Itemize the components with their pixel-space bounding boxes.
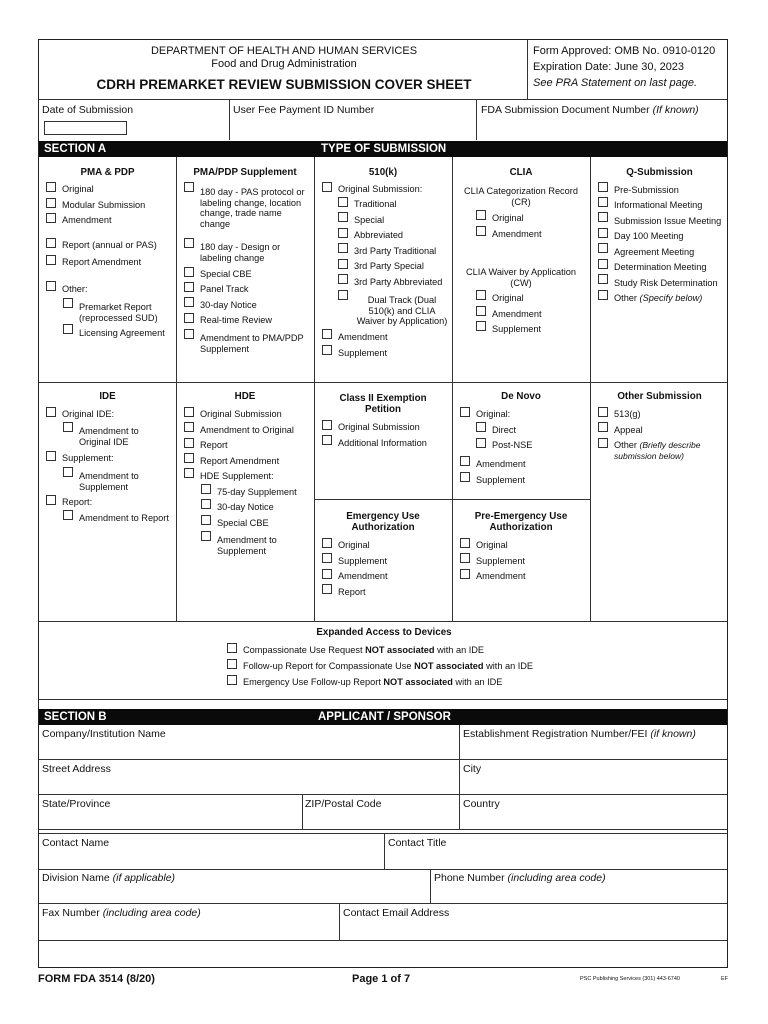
denovo-original-label: Original:	[476, 409, 511, 419]
agency-name: Food and Drug Administration	[211, 58, 357, 70]
510k-amendment-checkbox[interactable]	[322, 329, 332, 339]
sup-amendment-checkbox[interactable]	[184, 329, 194, 339]
q-agreement-label: Agreement Meeting	[614, 247, 695, 257]
eua-report-checkbox[interactable]	[322, 584, 332, 594]
hde-report-amendment-label: Report Amendment	[200, 456, 280, 466]
clia-cr-heading: CLIA Categorization Record (CR)	[464, 186, 578, 207]
pma-amendment-checkbox[interactable]	[46, 213, 56, 223]
ef-mark: EF	[721, 976, 729, 982]
pma-original-checkbox[interactable]	[46, 182, 56, 192]
sup-panel-track-checkbox[interactable]	[184, 282, 194, 292]
ide-amend-original-label: Amendment to Original IDE	[79, 426, 139, 447]
510k-original-label: Original Submission:	[338, 184, 423, 194]
sup-amendment-label: Amendment to PMA/PDP Supplement	[200, 333, 304, 354]
country-label: Country	[463, 798, 500, 810]
preeua-original-checkbox[interactable]	[460, 538, 470, 548]
pma-premarket-report-checkbox[interactable]	[63, 298, 73, 308]
sup-special-cbe-checkbox[interactable]	[184, 267, 194, 277]
denovo-postnse-checkbox[interactable]	[476, 438, 486, 448]
expanded-emergency-label: Emergency Use Follow-up Report NOT associated with an IDE	[243, 677, 503, 687]
sup-180-pas-label: 180 day - PAS protocol or labeling change, location change, trade name change	[200, 187, 305, 229]
sup-special-cbe-label: Special CBE	[200, 269, 252, 279]
state-province-label: State/Province	[42, 798, 111, 810]
city-label: City	[463, 763, 482, 775]
hde-report-label: Report	[200, 440, 228, 450]
denovo-supplement-checkbox[interactable]	[460, 472, 470, 482]
other-513g-label: 513(g)	[614, 409, 641, 419]
date-of-submission-label: Date of Submission	[42, 104, 134, 116]
hde-original-checkbox[interactable]	[184, 407, 194, 417]
q-study-risk-checkbox[interactable]	[598, 274, 608, 284]
expanded-compassionate-label: Compassionate Use Request NOT associated with an IDE	[243, 645, 485, 655]
hde-amend-supplement-checkbox[interactable]	[201, 531, 211, 541]
pma-licensing-label: Licensing Agreement	[79, 328, 165, 338]
hde-amend-original-label: Amendment to Original	[200, 425, 294, 435]
pma-modular-label: Modular Submission	[62, 200, 146, 210]
clia-cw-supplement-checkbox[interactable]	[476, 321, 486, 331]
q-day100-checkbox[interactable]	[598, 228, 608, 238]
q-issue-checkbox[interactable]	[598, 212, 608, 222]
section-a-title: TYPE OF SUBMISSION	[321, 143, 447, 155]
denovo-supplement-label: Supplement	[476, 475, 526, 485]
clia-cr-original-label: Original	[492, 213, 524, 223]
date-of-submission-field[interactable]	[44, 121, 127, 135]
clia-cr-amendment-label: Amendment	[492, 229, 542, 239]
eua-amendment-label: Amendment	[338, 571, 388, 581]
clia-cw-amendment-checkbox[interactable]	[476, 306, 486, 316]
pma-other-label: Other:	[62, 284, 88, 294]
hde-75day-label: 75-day Supplement	[217, 487, 297, 497]
510k-traditional-checkbox[interactable]	[338, 197, 348, 207]
510k-traditional-label: Traditional	[354, 199, 397, 209]
sup-panel-track-label: Panel Track	[200, 284, 249, 294]
pma-licensing-checkbox[interactable]	[63, 324, 73, 334]
510k-abbreviated-label: Abbreviated	[354, 230, 404, 240]
company-name-label: Company/Institution Name	[42, 728, 166, 740]
510k-3p-abbreviated-checkbox[interactable]	[338, 274, 348, 284]
q-other-label: Other (Specify below)	[614, 293, 703, 303]
class2-additional-label: Additional Information	[338, 438, 427, 448]
510k-dual-track-checkbox[interactable]	[338, 290, 348, 300]
hde-30day-checkbox[interactable]	[201, 499, 211, 509]
hde-special-cbe-label: Special CBE	[217, 518, 269, 528]
establishment-registration-label: Establishment Registration Number/FEI (if known)	[463, 728, 696, 740]
eua-supplement-checkbox[interactable]	[322, 553, 332, 563]
q-presub-label: Pre-Submission	[614, 185, 679, 195]
ide-report-label: Report:	[62, 497, 93, 507]
page-number: Page 1 of 7	[352, 973, 411, 985]
q-informational-label: Informational Meeting	[614, 200, 703, 210]
preeua-supplement-label: Supplement	[476, 556, 526, 566]
ide-report-checkbox[interactable]	[46, 495, 56, 505]
denovo-amendment-checkbox[interactable]	[460, 456, 470, 466]
section-b-title: APPLICANT / SPONSOR	[318, 711, 451, 723]
denovo-direct-checkbox[interactable]	[476, 422, 486, 432]
clia-cr-original-checkbox[interactable]	[476, 210, 486, 220]
q-other-checkbox[interactable]	[598, 290, 608, 300]
ide-supplement-checkbox[interactable]	[46, 451, 56, 461]
q-issue-label: Submission Issue Meeting	[614, 216, 722, 226]
eua-supplement-label: Supplement	[338, 556, 388, 566]
pma-report-amendment-checkbox[interactable]	[46, 255, 56, 265]
class2-header: Class II Exemption Petition	[339, 393, 427, 415]
hde-amend-supplement-label: Amendment to Supplement	[217, 535, 277, 556]
sup-180-pas-checkbox[interactable]	[184, 182, 194, 192]
eua-amendment-checkbox[interactable]	[322, 569, 332, 579]
eua-report-label: Report	[338, 587, 366, 597]
sup-realtime-label: Real-time Review	[200, 315, 272, 325]
other-513g-checkbox[interactable]	[598, 407, 608, 417]
expanded-followup-label: Follow-up Report for Compassionate Use NOT associated with an IDE	[243, 661, 534, 671]
publisher-note: PSC Publishing Services (301) 443-6740	[580, 976, 680, 982]
pma-modular-checkbox[interactable]	[46, 198, 56, 208]
510k-amendment-label: Amendment	[338, 332, 388, 342]
510k-3p-special-checkbox[interactable]	[338, 259, 348, 269]
preeua-amendment-label: Amendment	[476, 571, 526, 581]
zip-code-label: ZIP/Postal Code	[305, 798, 382, 810]
class2-original-checkbox[interactable]	[322, 420, 332, 430]
ide-amend-supplement-label: Amendment to Supplement	[79, 471, 139, 492]
pma-report-amendment-label: Report Amendment	[62, 257, 142, 267]
denovo-amendment-label: Amendment	[476, 459, 526, 469]
clia-header: CLIA	[509, 167, 533, 178]
sup-180-design-label: 180 day - Design or labeling change	[200, 242, 281, 263]
ide-original-checkbox[interactable]	[46, 407, 56, 417]
hde-header: HDE	[234, 391, 256, 402]
hde-original-label: Original Submission	[200, 409, 282, 419]
preeua-supplement-checkbox[interactable]	[460, 553, 470, 563]
510k-original-checkbox[interactable]	[322, 182, 332, 192]
expanded-emergency-checkbox[interactable]	[227, 675, 237, 685]
omb-number: Form Approved: OMB No. 0910-0120	[533, 45, 716, 57]
other-appeal-label: Appeal	[614, 425, 643, 435]
q-study-risk-label: Study Risk Determination	[614, 278, 718, 288]
fda-document-number-label: FDA Submission Document Number (If known)	[481, 104, 699, 116]
eua-original-checkbox[interactable]	[322, 538, 332, 548]
division-name-label: Division Name (if applicable)	[42, 872, 176, 884]
section-a-label: SECTION A	[44, 143, 107, 155]
510k-3p-special-label: 3rd Party Special	[354, 261, 424, 271]
other-appeal-checkbox[interactable]	[598, 422, 608, 432]
sup-realtime-checkbox[interactable]	[184, 313, 194, 323]
hde-30day-label: 30-day Notice	[217, 502, 274, 512]
other-other-label: Other (Briefly describe submission below)	[614, 440, 701, 461]
denovo-postnse-label: Post-NSE	[492, 440, 533, 450]
clia-cw-amendment-label: Amendment	[492, 309, 542, 319]
pma-report-checkbox[interactable]	[46, 238, 56, 248]
ide-amend-report-label: Amendment to Report	[79, 513, 169, 523]
pma-other-checkbox[interactable]	[46, 281, 56, 291]
street-address-label: Street Address	[42, 763, 111, 775]
expanded-compassionate-checkbox[interactable]	[227, 643, 237, 653]
ide-original-label: Original IDE:	[62, 409, 115, 419]
pre-eua-header: Pre-Emergency Use Authorization	[474, 511, 568, 533]
class2-original-label: Original Submission	[338, 422, 420, 432]
hde-report-checkbox[interactable]	[184, 438, 194, 448]
section-b-bar	[39, 709, 727, 725]
contact-email-label: Contact Email Address	[343, 907, 450, 919]
phone-number-label: Phone Number (including area code)	[434, 872, 606, 884]
q-determination-label: Determination Meeting	[614, 262, 707, 272]
q-presub-checkbox[interactable]	[598, 182, 608, 192]
de-novo-header: De Novo	[501, 391, 541, 402]
ide-amend-original-checkbox[interactable]	[63, 422, 73, 432]
q-informational-checkbox[interactable]	[598, 197, 608, 207]
hde-amend-original-checkbox[interactable]	[184, 422, 194, 432]
510k-supplement-label: Supplement	[338, 348, 388, 358]
pma-original-label: Original	[62, 184, 94, 194]
clia-cw-original-label: Original	[492, 293, 524, 303]
class2-additional-checkbox[interactable]	[322, 435, 332, 445]
510k-abbreviated-checkbox[interactable]	[338, 228, 348, 238]
other-other-checkbox[interactable]	[598, 438, 608, 448]
cover-sheet-form	[38, 39, 728, 968]
sup-180-design-checkbox[interactable]	[184, 238, 194, 248]
preeua-amendment-checkbox[interactable]	[460, 569, 470, 579]
pma-report-label: Report (annual or PAS)	[62, 240, 157, 250]
hde-75day-checkbox[interactable]	[201, 484, 211, 494]
q-determination-checkbox[interactable]	[598, 259, 608, 269]
510k-dual-track-label: Dual Track (Dual 510(k) and CLIA Waiver by Application)	[356, 295, 448, 326]
hde-special-cbe-checkbox[interactable]	[201, 515, 211, 525]
form-number: FORM FDA 3514 (8/20)	[38, 973, 155, 985]
eua-original-label: Original	[338, 540, 370, 550]
expanded-followup-checkbox[interactable]	[227, 659, 237, 669]
510k-special-label: Special	[354, 215, 385, 225]
other-submission-header: Other Submission	[617, 391, 702, 402]
q-agreement-checkbox[interactable]	[598, 243, 608, 253]
510k-header: 510(k)	[368, 167, 398, 178]
510k-supplement-checkbox[interactable]	[322, 345, 332, 355]
fax-number-label: Fax Number (including area code)	[42, 907, 201, 919]
clia-cw-supplement-label: Supplement	[492, 324, 542, 334]
hde-supplement-checkbox[interactable]	[184, 468, 194, 478]
ide-header: IDE	[99, 391, 116, 402]
q-submission-header: Q-Submission	[626, 167, 693, 178]
department-name: DEPARTMENT OF HEALTH AND HUMAN SERVICES	[150, 45, 418, 57]
ide-supplement-label: Supplement:	[62, 453, 114, 463]
510k-3p-traditional-checkbox[interactable]	[338, 243, 348, 253]
hde-report-amendment-checkbox[interactable]	[184, 453, 194, 463]
user-fee-label: User Fee Payment ID Number	[233, 104, 375, 116]
clia-cr-amendment-checkbox[interactable]	[476, 226, 486, 236]
sup-30day-label: 30-day Notice	[200, 300, 257, 310]
clia-cw-heading: CLIA Waiver by Application (CW)	[466, 267, 576, 288]
denovo-original-checkbox[interactable]	[460, 407, 470, 417]
expanded-access-header: Expanded Access to Devices	[316, 627, 452, 638]
ide-amend-report-checkbox[interactable]	[63, 510, 73, 520]
pma-amendment-label: Amendment	[62, 215, 112, 225]
510k-3p-traditional-label: 3rd Party Traditional	[354, 246, 437, 256]
eua-header: Emergency Use Authorization	[346, 511, 420, 533]
ide-amend-supplement-checkbox[interactable]	[63, 467, 73, 477]
contact-name-label: Contact Name	[42, 837, 110, 849]
510k-special-checkbox[interactable]	[338, 212, 348, 222]
denovo-direct-label: Direct	[492, 425, 516, 435]
section-a-bar	[39, 141, 727, 157]
pra-note: See PRA Statement on last page.	[533, 77, 698, 89]
expiration-date: Expiration Date: June 30, 2023	[533, 61, 685, 73]
section-b-label: SECTION B	[44, 711, 107, 723]
hde-supplement-label: HDE Supplement:	[200, 471, 274, 481]
preeua-original-label: Original	[476, 540, 508, 550]
contact-title-label: Contact Title	[388, 837, 447, 849]
pma-supplement-header: PMA/PDP Supplement	[193, 167, 297, 178]
510k-3p-abbreviated-label: 3rd Party Abbreviated	[354, 277, 443, 287]
form-title: CDRH PREMARKET REVIEW SUBMISSION COVER SHEET	[96, 77, 472, 92]
q-day100-label: Day 100 Meeting	[614, 231, 684, 241]
clia-cw-original-checkbox[interactable]	[476, 290, 486, 300]
pma-premarket-report-label: Premarket Report (reprocessed SUD)	[79, 302, 158, 323]
pma-pdp-header: PMA & PDP	[80, 167, 135, 178]
sup-30day-checkbox[interactable]	[184, 297, 194, 307]
